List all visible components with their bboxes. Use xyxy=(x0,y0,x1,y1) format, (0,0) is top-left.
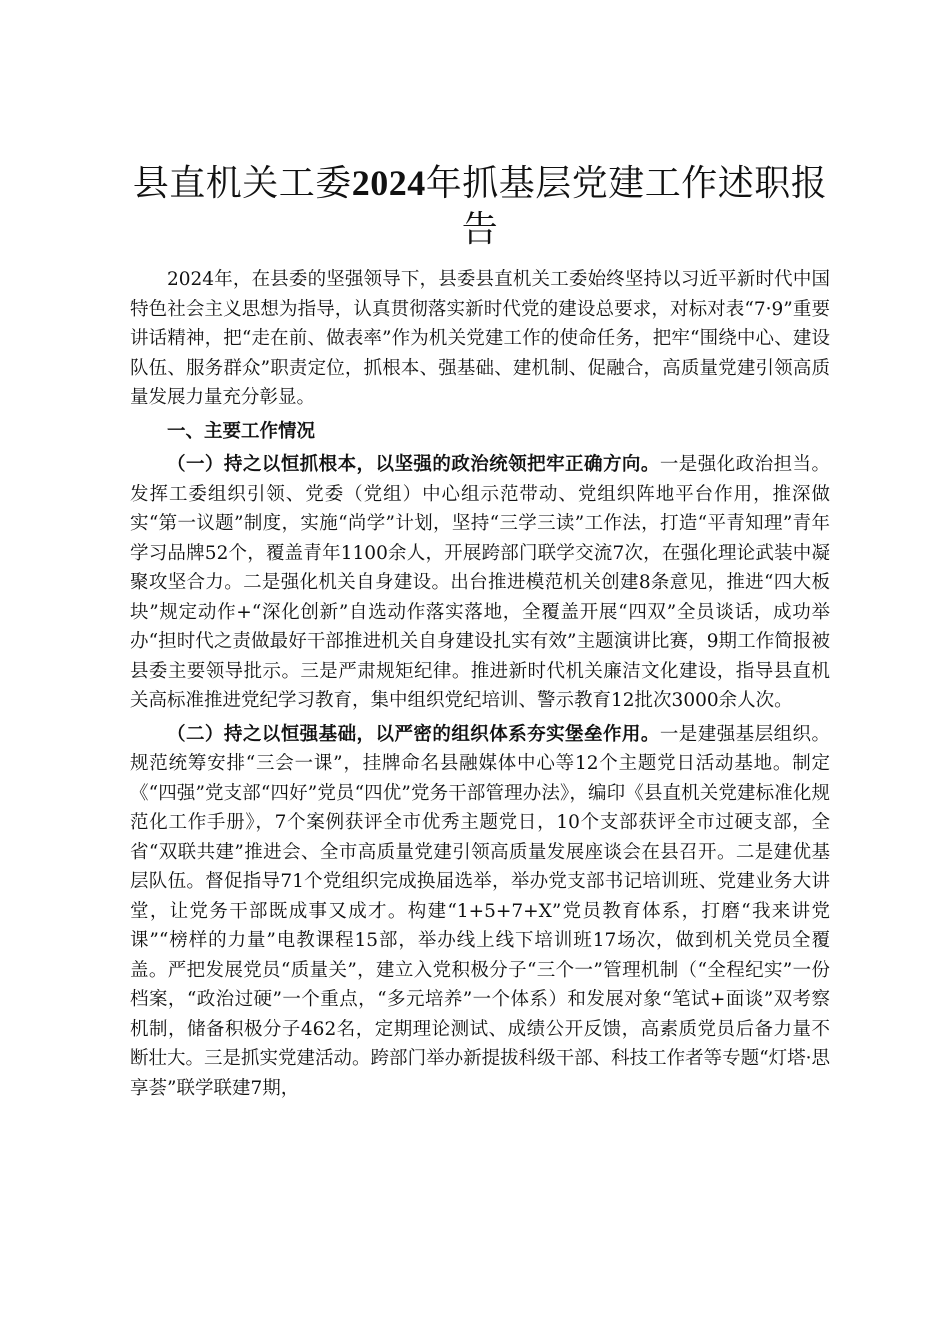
title-part1: 县直机关工委 xyxy=(132,163,352,204)
subsection-1-lead: （一）持之以恒抓根本，以坚强的政治统领把牢正确方向。 xyxy=(167,454,660,475)
intro-paragraph: 2024年，在县委的坚强领导下，县委县直机关工委始终坚持以习近平新时代中国特色社会主义思想为指导，认真贯彻落实新时代党的建设总要求，对标对表“7·9”重要讲话精神，把“走在前、做表率”作为机关党建工作的使命任务，把牢“围绕中心、建设队伍、服务群众”职责定位，抓根本、强基础、建机制、促融合，高质量党建引领高质量发展力量充分彰显。 xyxy=(130,269,830,408)
subsection-1-paragraph xyxy=(130,450,830,716)
title-part2: 年抓基层党建工作述职报告 xyxy=(425,163,828,250)
document-title xyxy=(130,160,830,253)
document-page xyxy=(130,160,830,1103)
subsection-2-lead: （二）持之以恒强基础，以严密的组织体系夯实堡垒作用。 xyxy=(167,723,660,745)
subsection-2-paragraph xyxy=(130,720,830,1104)
subsection-2-body: 一是建强基层组织。规范统筹安排“三会一课”，挂牌命名县融媒体中心等12个主题党日活动基地。制定《“四强”党支部“四好”党员“四优”党务干部管理办法》，编印《县直机关党建标准化规范化工作手册》，7个案例获评全市优秀主题党日，10个支部获评全市过硬支部，全省“双联共建”推进会、全市高质量党建引领高质量发展座谈会在县召开。二是建优基层队伍。督促指导71个党组织完成换届选举，举办党支部书记培训班、党建业务大讲堂，让党务干部既成事又成才。构建“1+5+7+X”党员教育体系，打磨“我来讲党课”“榜样的力量”电教课程15部，举办线上线下培训班17场次，做到机关党员全覆盖。严把发展党员“质量关”，建立入党积极分子“三个一”管理机制（“全程纪实”一份档案，“政治过硬”一个重点，“多元培养”一个体系）和发展对象“笔试+面谈”双考察机制，储备积极分子462名，定期理论测试、成绩公开反馈，高素质党员后备力量不断壮大。三是抓实党建活动。跨部门举办新提拔科级干部、科技工作者等专题“灯塔·思享荟”联学联建7期， xyxy=(130,723,830,1099)
subsection-1-body: 一是强化政治担当。发挥工委组织引领、党委（党组）中心组示范带动、党组织阵地平台作用，推深做实“第一议题”制度，实施“尚学”计划，坚持“三学三读”工作法，打造“平青知理”青年学习品牌52个，覆盖青年1100余人，开展跨部门联学交流7次，在强化理论武装中凝聚攻坚合力。二是强化机关自身建设。出台推进模范机关创建8条意见，推进“四大板块”规定动作+“深化创新”自选动作落实落地，全覆盖开展“四双”全员谈话，成功举办“担时代之责做最好干部推进机关自身建设扎实有效”主题演讲比赛，9期工作简报被县委主要领导批示。三是严肃规矩纪律。推进新时代机关廉洁文化建设，指导县直机关高标准推进党纪学习教育，集中组织党纪培训、警示教育12批次3000余人次。 xyxy=(130,454,830,711)
section-heading-main-work: 一、主要工作情况 xyxy=(167,420,316,442)
title-year: 2024 xyxy=(351,163,426,203)
